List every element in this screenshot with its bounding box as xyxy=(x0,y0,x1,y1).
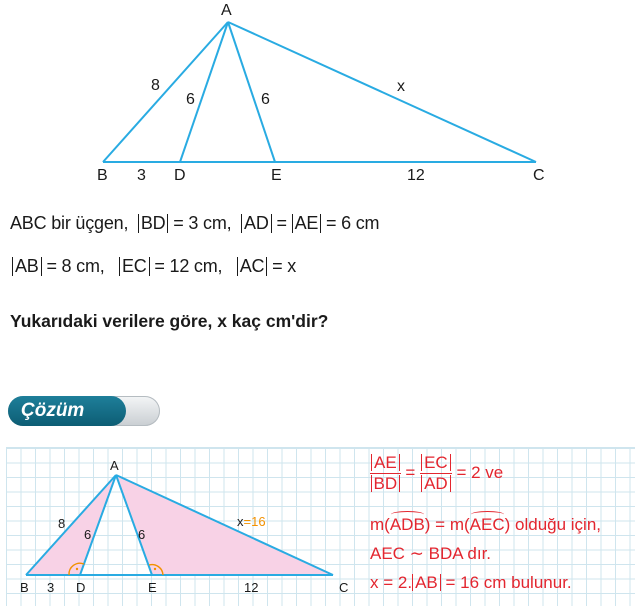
solution-button[interactable] xyxy=(8,396,160,426)
length-bd-label: 3 xyxy=(137,167,146,184)
result-suffix: = 16 cm bulunur. xyxy=(445,573,572,592)
ab-abs: AB xyxy=(12,257,42,276)
length-ab-label: 8 xyxy=(151,77,160,94)
question-text: Yukarıdaki verilere göre, x kaç cm'dir? xyxy=(10,311,329,331)
sol-length-ac-value: =16 xyxy=(243,514,266,529)
top-triangle-figure xyxy=(0,0,639,195)
bd-value: = 3 cm, xyxy=(173,213,232,233)
length-ec-label: 12 xyxy=(407,167,425,184)
sol-point-d-label: D xyxy=(76,580,86,595)
frac2-numerator: EC xyxy=(421,454,451,471)
angle-adb: ADB xyxy=(389,515,425,534)
ad-abs: AD xyxy=(241,214,272,233)
angle-aec: AEC xyxy=(469,515,505,534)
point-c-label: C xyxy=(533,167,545,184)
sol-point-e-label: E xyxy=(148,580,157,595)
angle-m-middle: ) = m( xyxy=(424,515,470,534)
segment-ab xyxy=(103,22,228,162)
length-ac-label: x xyxy=(397,78,405,95)
point-d-label: D xyxy=(174,167,186,184)
ae-value: = 6 cm xyxy=(326,213,380,233)
ec-abs: EC xyxy=(119,257,150,276)
ratio-equals: = xyxy=(405,462,416,482)
ratio-result: = 2 ve xyxy=(456,462,504,482)
result-line xyxy=(370,573,572,593)
sol-length-ac-x: x xyxy=(237,514,244,529)
angle-equality-line xyxy=(370,515,601,535)
point-e-label: E xyxy=(271,167,282,184)
point-b-label: B xyxy=(97,167,108,184)
sol-length-ec-label: 12 xyxy=(244,580,259,595)
frac2-denominator: AD xyxy=(421,475,451,492)
result-prefix: x = 2. xyxy=(370,573,413,592)
bd-abs: BD xyxy=(138,214,169,233)
segment-ac xyxy=(228,22,536,162)
sol-length-ad-label: 6 xyxy=(84,527,92,542)
sol-length-bd-label: 3 xyxy=(47,580,55,595)
fraction-ae-bd xyxy=(370,453,401,494)
sol-point-c-label: C xyxy=(339,580,349,595)
given-line-2 xyxy=(12,256,296,277)
sol-length-ac-label xyxy=(237,514,266,529)
sol-point-a-label: A xyxy=(110,458,119,473)
point-a-label: A xyxy=(221,2,232,19)
angle-m-end: ) olduğu için, xyxy=(504,515,602,534)
frac1-denominator: BD xyxy=(371,475,401,492)
similarity-line: AEC ∼ BDA dır. xyxy=(370,544,492,563)
angle-m-open: m( xyxy=(370,515,390,534)
result-ab-abs: AB xyxy=(412,574,441,591)
length-ae-label: 6 xyxy=(261,91,270,108)
length-ad-label: 6 xyxy=(186,91,195,108)
sol-point-b-label: B xyxy=(20,580,29,595)
ec-value: = 12 cm, xyxy=(154,256,223,276)
intro-text: ABC bir üçgen, xyxy=(10,213,129,233)
ratio-equation xyxy=(370,453,503,494)
ac-value: = x xyxy=(272,256,297,276)
ac-abs: AC xyxy=(237,257,268,276)
solution-button-label: Çözüm xyxy=(8,396,126,426)
frac1-numerator: AE xyxy=(371,454,400,471)
ab-value: = 8 cm, xyxy=(46,256,105,276)
ae-abs: AE xyxy=(292,214,322,233)
sol-length-ab-label: 8 xyxy=(58,516,66,531)
equals-sign: = xyxy=(276,213,287,233)
fraction-ec-ad xyxy=(420,453,452,494)
given-line-1 xyxy=(10,213,379,234)
sol-length-ae-label: 6 xyxy=(138,527,146,542)
